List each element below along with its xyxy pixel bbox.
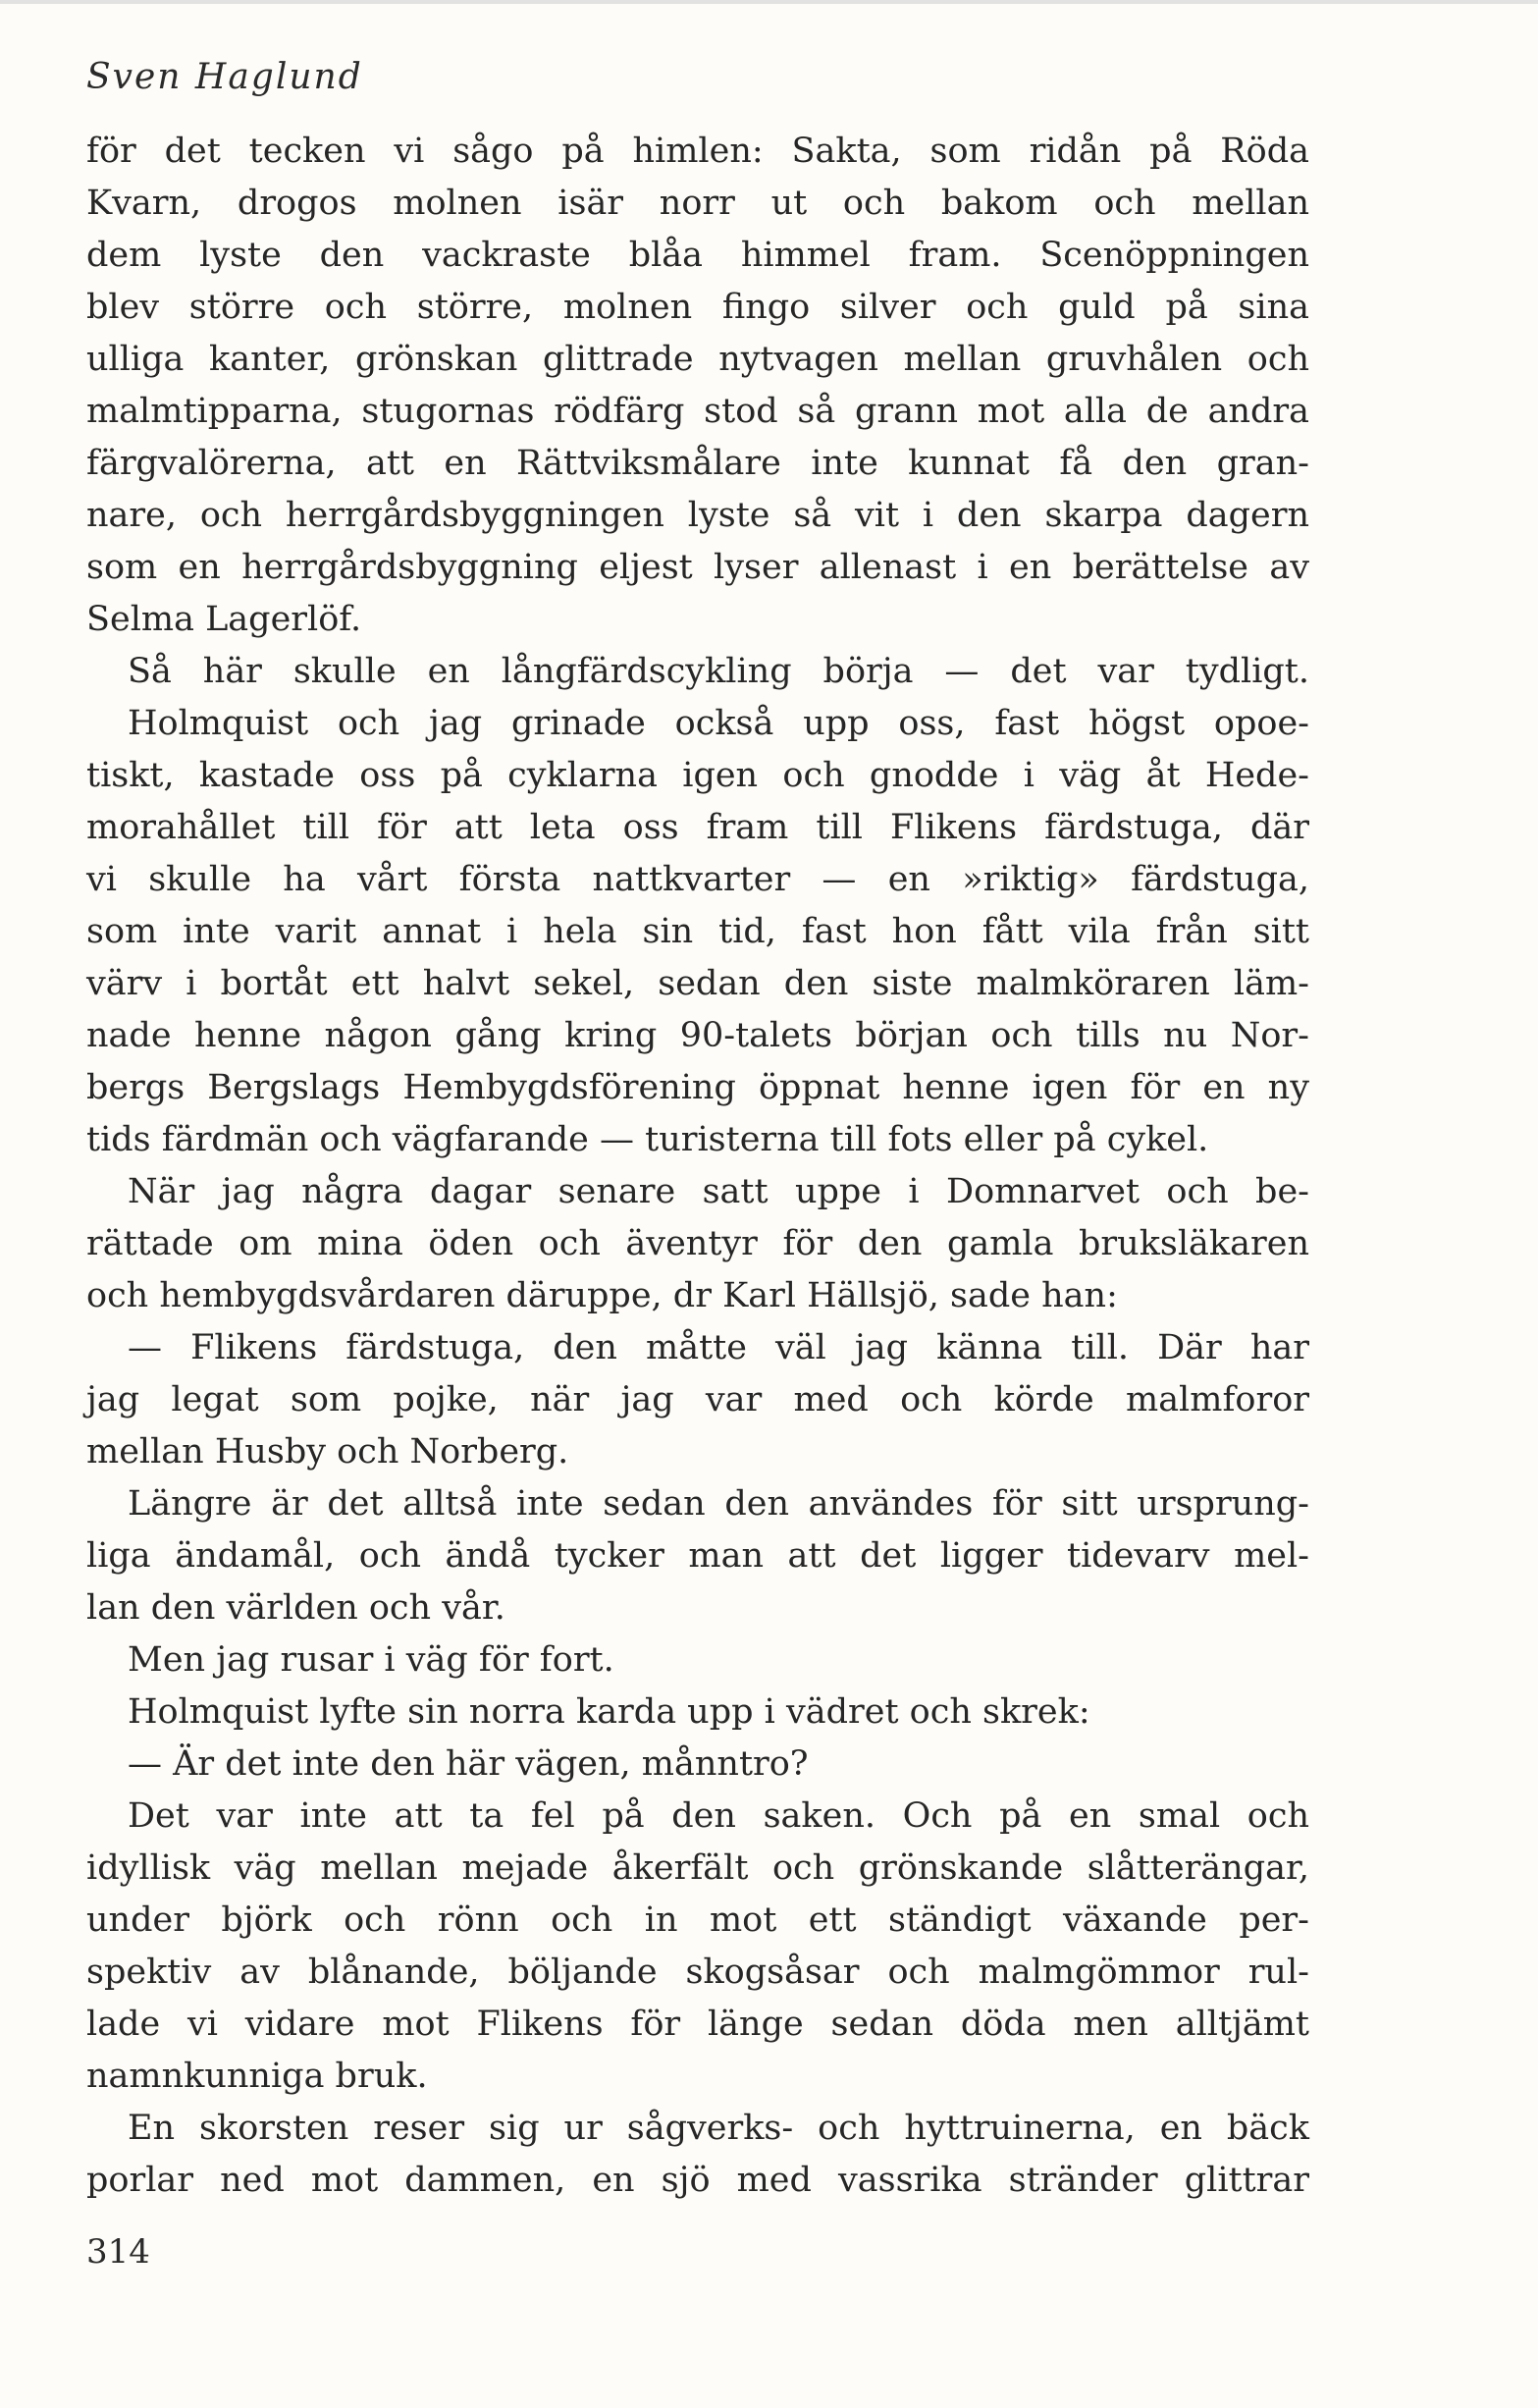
text-line: spektiv av blånande, böljande skogsåsar och malmgömmor rul- bbox=[86, 1953, 1309, 1992]
text-line: och hembygdsvårdaren däruppe, dr Karl Hällsjö, sade han: bbox=[86, 1276, 1118, 1315]
text-line: Holmquist och jag grinade också upp oss, fast högst opoe- bbox=[128, 704, 1309, 743]
text-line: som inte varit annat i hela sin tid, fast hon fått vila från sitt bbox=[86, 912, 1309, 951]
text-line: vi skulle ha vårt första nattkvarter — en »riktig» färdstuga, bbox=[86, 860, 1309, 899]
text-line: mellan Husby och Norberg. bbox=[86, 1432, 569, 1472]
text-line: bergs Bergslags Hembygdsförening öppnat henne igen för en ny bbox=[86, 1068, 1309, 1107]
text-line: tids färdmän och vägfarande — turisterna till fots eller på cykel. bbox=[86, 1120, 1209, 1159]
text-line: Selma Lagerlöf. bbox=[86, 600, 362, 639]
text-line: lan den världen och vår. bbox=[86, 1588, 505, 1628]
text-line: En skorsten reser sig ur sågverks- och hyttruinerna, en bäck bbox=[128, 2109, 1309, 2148]
scan-top-edge bbox=[0, 0, 1538, 4]
text-line: Längre är det alltså inte sedan den användes för sitt ursprung- bbox=[128, 1484, 1309, 1524]
text-line: malmtipparna, stugornas rödfärg stod så grann mot alla de andra bbox=[86, 392, 1309, 431]
text-line: nare, och herrgårdsbyggningen lyste så vit i den skarpa dagern bbox=[86, 496, 1309, 535]
text-line: Men jag rusar i väg för fort. bbox=[128, 1640, 614, 1680]
text-line: värv i bortåt ett halvt sekel, sedan den siste malmköraren läm- bbox=[86, 964, 1309, 1003]
text-line: — Är det inte den här vägen, månntro? bbox=[128, 1744, 809, 1784]
text-line: idyllisk väg mellan mejade åkerfält och grönskande slåtterängar, bbox=[86, 1848, 1309, 1888]
text-line: namnkunniga bruk. bbox=[86, 2057, 428, 2096]
text-line: jag legat som pojke, när jag var med och körde malmforor bbox=[86, 1380, 1309, 1419]
text-line: under björk och rönn och in mot ett ständigt växande per- bbox=[86, 1900, 1309, 1940]
text-line: Det var inte att ta fel på den saken. Och på en smal och bbox=[128, 1796, 1309, 1836]
text-line: porlar ned mot dammen, en sjö med vassrika stränder glittrar bbox=[86, 2161, 1309, 2200]
text-line: När jag några dagar senare satt uppe i Domnarvet och be- bbox=[128, 1172, 1309, 1211]
text-line: färgvalörerna, att en Rättviksmålare inte kunnat få den gran- bbox=[86, 444, 1309, 483]
text-line: lade vi vidare mot Flikens för länge sedan döda men alltjämt bbox=[86, 2005, 1309, 2044]
page-number: 314 bbox=[86, 2232, 150, 2272]
text-line: nade henne någon gång kring 90-talets början och tills nu Nor- bbox=[86, 1016, 1309, 1055]
text-line: dem lyste den vackraste blåa himmel fram. Scenöppningen bbox=[86, 236, 1309, 275]
text-line: för det tecken vi sågo på himlen: Sakta, som ridån på Röda bbox=[86, 132, 1309, 171]
text-line: Holmquist lyfte sin norra karda upp i vädret och skrek: bbox=[128, 1692, 1090, 1732]
text-line: rättade om mina öden och äventyr för den gamla bruksläkaren bbox=[86, 1224, 1309, 1263]
text-line: tiskt, kastade oss på cyklarna igen och gnodde i väg åt Hede- bbox=[86, 756, 1309, 795]
text-line: Kvarn, drogos molnen isär norr ut och bakom och mellan bbox=[86, 184, 1309, 223]
text-line: ulliga kanter, grönskan glittrade nytvagen mellan gruvhålen och bbox=[86, 340, 1309, 379]
text-line: morahållet till för att leta oss fram till Flikens färdstuga, där bbox=[86, 808, 1309, 847]
text-line: som en herrgårdsbyggning eljest lyser allenast i en berättelse av bbox=[86, 548, 1309, 587]
text-line: — Flikens färdstuga, den måtte väl jag känna till. Där har bbox=[128, 1328, 1309, 1367]
text-line: liga ändamål, och ändå tycker man att det ligger tidevarv mel- bbox=[86, 1536, 1309, 1576]
running-head-author: Sven Haglund bbox=[86, 57, 363, 97]
body-text bbox=[86, 126, 1309, 2207]
text-line: blev större och större, molnen fingo silver och guld på sina bbox=[86, 288, 1309, 327]
text-line: Så här skulle en långfärdscykling börja — det var tydligt. bbox=[128, 652, 1309, 691]
